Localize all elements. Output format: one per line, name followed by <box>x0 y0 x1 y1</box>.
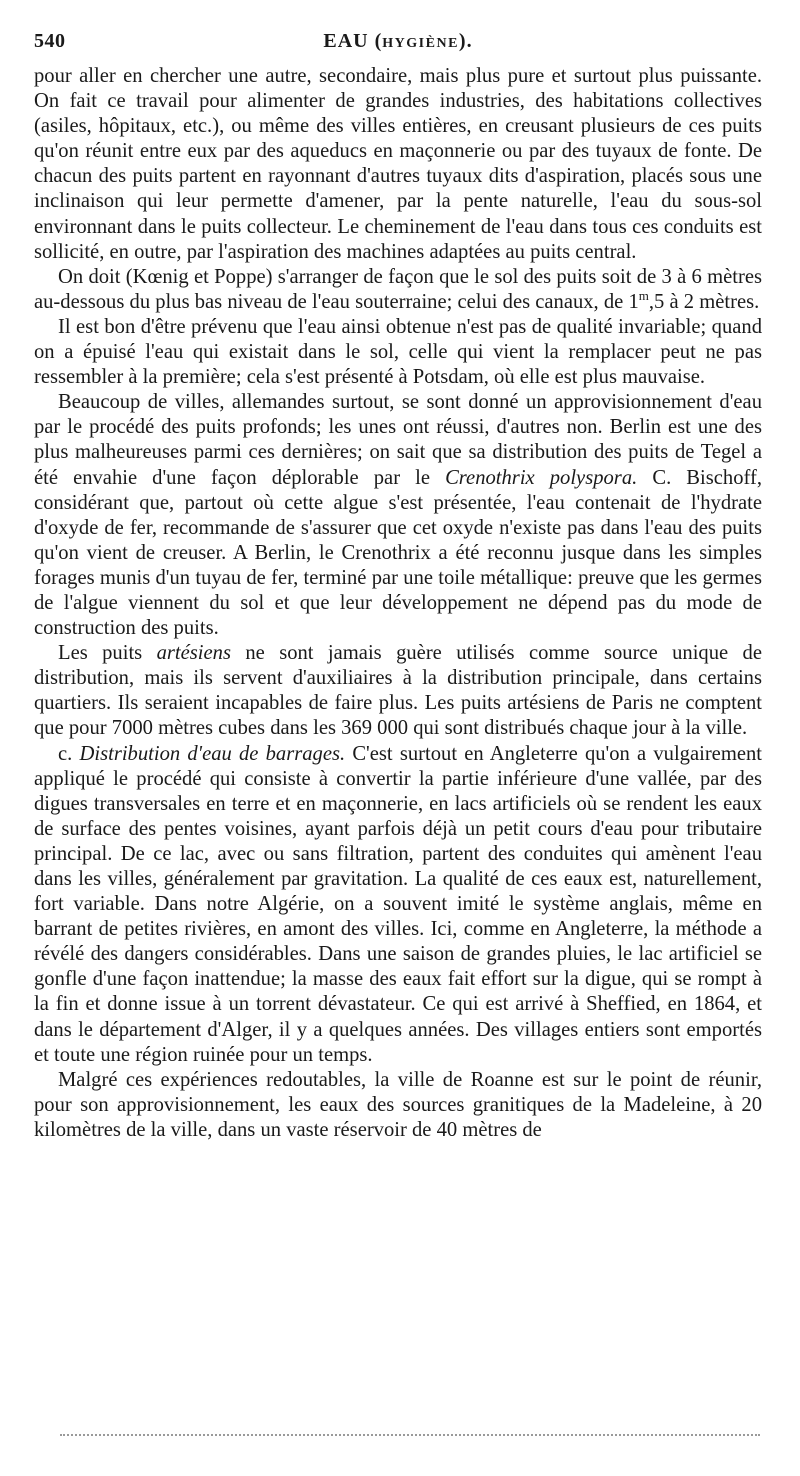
text-run: ,5 à 2 mètres. <box>648 290 760 313</box>
running-title-paren-open: ( <box>374 30 383 52</box>
page-header <box>34 30 762 64</box>
running-title-sub: HYGIÈNE <box>382 36 459 51</box>
paragraph <box>34 315 762 390</box>
text-run: Les puits <box>58 642 157 665</box>
italic-text: Distribution d'eau de barrages. <box>79 742 346 765</box>
paragraph <box>34 64 762 265</box>
paragraph <box>34 265 762 315</box>
text-run: Il est bon d'être prévenu que l'eau ainsi obtenue n'est pas de qualité invariable; quand on a épuisé l'eau qui existait dans le sol, celle qui vient la remplacer peut ne pas ressembler à la première; cela s'est présenté à Potsdam, où elle est plus mauvaise. <box>34 315 762 389</box>
running-title-main: EAU <box>323 30 369 52</box>
footer-dotted-rule <box>60 1434 760 1436</box>
running-title <box>34 30 762 53</box>
page-number: 540 <box>34 30 66 52</box>
text-run: Beaucoup de villes, allemandes surtout, se sont donné un approvisionnement d'eau par le procédé des puits profonds; les unes ont réussi, d'autres non. Berlin est une des plus malheureuses parmi ces dernières; on sait que sa distribution des puits de Tegel a été envahie d'une façon déplorable par le <box>34 391 762 489</box>
text-run: pour aller en chercher une autre, secondaire, mais plus pure et surtout plus puissante. On fait ce travail pour alimenter de grandes industries, des habitations collectives (asiles, hôpitaux, etc.), ou même des villes entières, en creusant plusieurs de ces puits qu'on réunit entre eux par des aqueducs en maçonnerie ou par des tuyaux de fonte. De chacun des puits partent en rayonnant d'autres tuyaux dits d'aspiration, placés sous une inclinaison qui leur permette d'amener, par la pente naturelle, l'eau du sous-sol environnant dans le puits collecteur. Le cheminement de l'eau dans tous ces conduits est sollicité, en outre, par l'aspiration des machines adaptées au puits central. <box>34 65 762 263</box>
text-run: ne sont jamais guère utilisés comme source unique de distribution, mais ils servent d'auxiliaires à la distribution principale, dans certains quartiers. Ils seraient incapables de faire plus. Les puits artésiens de Paris ne comptent que pour 7000 mètres cubes dans les 369 000 qui sont distribués chaque jour à la ville. <box>34 642 762 740</box>
text-run: On doit (Kœnig et Poppe) s'arranger de façon que le sol des puits soit de 3 à 6 mètres au-dessous du plus bas niveau de l'eau souterraine; celui des canaux, de 1 <box>34 265 762 313</box>
paragraph <box>34 641 762 741</box>
paragraph <box>34 390 762 641</box>
running-title-paren-close: ). <box>458 30 473 52</box>
superscript-text: m <box>638 287 649 303</box>
italic-text: artésiens <box>156 642 231 665</box>
paragraph <box>34 742 762 1068</box>
body-text <box>34 64 762 1143</box>
text-run: C. Bischoff, considérant que, partout où cette algue s'est présentée, l'eau contenait de l'hydrate d'oxyde de fer, recommande de s'assurer que cet oxyde n'existe pas dans l'eau des puits qu'on vient de creuser. A Berlin, le Crenothrix a été reconnu jusque dans les simples forages munis d'un tuyau de fer, terminé par une toile métallique: preuve que les germes de l'algue viennent du sol et que leur développement ne dépend pas du mode de construction des puits. <box>34 466 762 640</box>
text-run: c. <box>58 742 80 765</box>
italic-text: Crenothrix polyspora. <box>445 466 638 489</box>
text-run: Malgré ces expériences redoutables, la ville de Roanne est sur le point de réunir, pour son approvisionnement, les eaux des sources granitiques de la Madeleine, à 20 kilomètres de la ville, dans un vaste réservoir de 40 mètres de <box>34 1068 762 1141</box>
text-run: C'est surtout en Angleterre qu'on a vulgairement appliqué le procédé qui consiste à convertir la partie inférieure d'une vallée, par des digues transversales en terre et en maçonnerie, en lacs artificiels où se rendent les eaux de surface des pentes voisines, ayant parfois déjà un petit cours d'eau pour tributaire principal. De ce lac, avec ou sans filtration, partent des conduites qui amènent l'eau dans les villes, généralement par gravitation. La qualité de ces eaux est, naturellement, fort variable. Dans notre Algérie, on a souvent imité le système anglais, même en barrant de petites rivières, en amont des villes. Ici, comme en Angleterre, la méthode a révélé des dangers considérables. Dans une saison de grandes pluies, le lac artificiel se gonfle d'une façon inattendue; la masse des eaux fait effort sur la digue, qui se rompt à la fin et donne issue à un torrent dévastateur. Ce qui est arrivé à Sheffied, en 1864, et dans le département d'Alger, il y a quelques années. Des villages entiers sont emportés et toute une région ruinée pour un temps. <box>34 742 763 1066</box>
paragraph <box>34 1068 762 1143</box>
